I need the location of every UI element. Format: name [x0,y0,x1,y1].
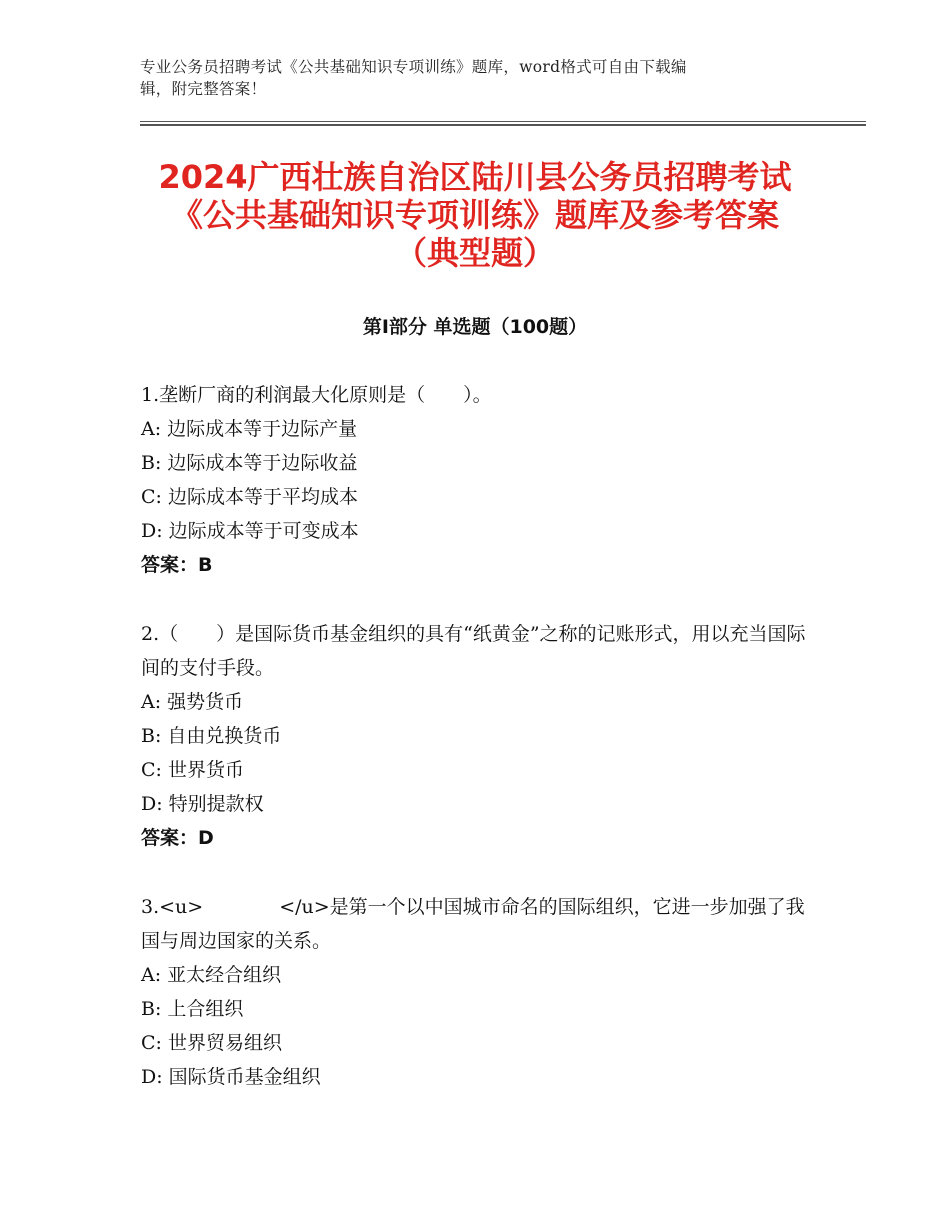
question-spacer [141,582,821,617]
option-b: B: 边际成本等于边际收益 [141,452,358,474]
title-line2: 《公共基础知识专项训练》题库及参考答案 [170,196,779,234]
header-divider-thick [140,124,866,126]
answer-line: 答案：B [141,554,213,576]
question-stem: 2.（ ）是国际货币基金组织的具有“纸黄金”之称的记账形式，用以充当国际间的支付手段。 [141,623,806,679]
title-line1: 2024广西壮族自治区陆川县公务员招聘考试 [158,158,792,196]
answer-line: 答案：D [141,827,214,849]
question-list [141,378,821,1094]
option-c: C: 世界货币 [141,759,244,781]
option-a: A: 边际成本等于边际产量 [141,418,358,440]
title-line3: （典型题） [394,234,555,272]
option-d: D: 边际成本等于可变成本 [141,520,359,542]
question-2 [141,617,821,855]
header-note-line1: 专业公务员招聘考试《公共基础知识专项训练》题库，word格式可自由下载编 [140,58,687,76]
question-spacer [141,855,821,890]
question-3 [141,890,821,1094]
document-title [110,158,840,272]
header-divider-thin [140,121,866,122]
header-note [140,56,800,100]
question-stem: 3.<u> </u>是第一个以中国城市命名的国际组织，它进一步加强了我国与周边国家的关系。 [141,896,805,952]
option-b: B: 上合组织 [141,998,244,1020]
section-heading: 第Ⅰ部分 单选题（100题） [362,316,588,338]
header-note-line2: 辑，附完整答案！ [140,80,267,98]
option-c: C: 边际成本等于平均成本 [141,486,358,508]
question-1 [141,378,821,582]
question-stem: 1.垄断厂商的利润最大化原则是（ ）。 [141,384,492,406]
option-a: A: 亚太经合组织 [141,964,282,986]
option-d: D: 特别提款权 [141,793,264,815]
option-a: A: 强势货币 [141,691,244,713]
option-d: D: 国际货币基金组织 [141,1066,321,1088]
option-c: C: 世界贸易组织 [141,1032,282,1054]
option-b: B: 自由兑换货币 [141,725,282,747]
